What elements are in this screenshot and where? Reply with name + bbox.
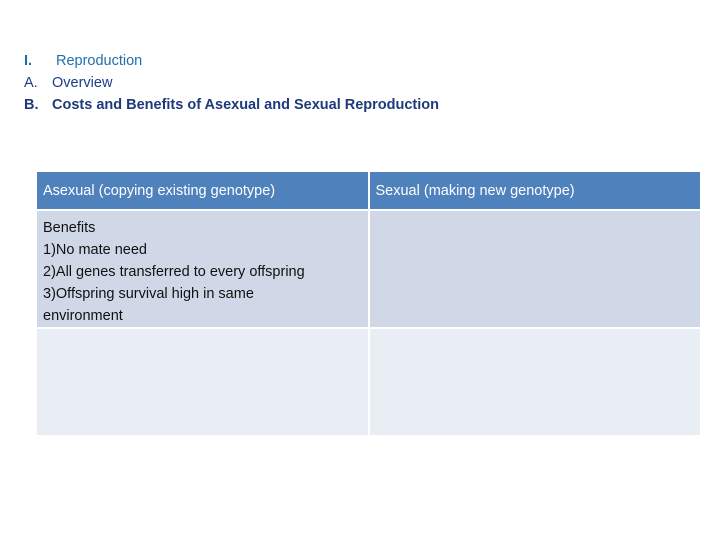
header-asexual: Asexual (copying existing genotype) — [36, 171, 369, 210]
outline-item-overview — [24, 72, 439, 94]
comparison-table — [35, 170, 702, 437]
outline-item-reproduction — [24, 50, 439, 72]
outline-marker: I. — [24, 53, 33, 69]
outline-marker: A. — [24, 75, 38, 91]
benefits-heading: Benefits — [43, 220, 96, 236]
benefit-item: 2)All genes transferred to every offspring — [43, 264, 305, 280]
cell-asexual-benefits — [36, 210, 369, 328]
header-sexual: Sexual (making new genotype) — [369, 171, 702, 210]
outline-text: Costs and Benefits of Asexual and Sexual Reproduction — [52, 97, 440, 113]
cell-sexual-costs — [369, 328, 702, 436]
outline — [24, 50, 439, 116]
outline-text: Reproduction — [56, 53, 143, 69]
table-row — [36, 328, 701, 436]
outline-item-costs-benefits — [24, 94, 439, 116]
cell-sexual-benefits — [369, 210, 702, 328]
benefit-item-continued: environment — [43, 308, 123, 324]
table-row — [36, 210, 701, 328]
table-header-row — [36, 171, 701, 210]
benefit-item: 3)Offspring survival high in same — [43, 286, 254, 302]
outline-text: Overview — [52, 75, 113, 91]
cell-asexual-costs — [36, 328, 369, 436]
outline-marker: B. — [24, 97, 39, 113]
benefit-item: 1)No mate need — [43, 242, 147, 258]
